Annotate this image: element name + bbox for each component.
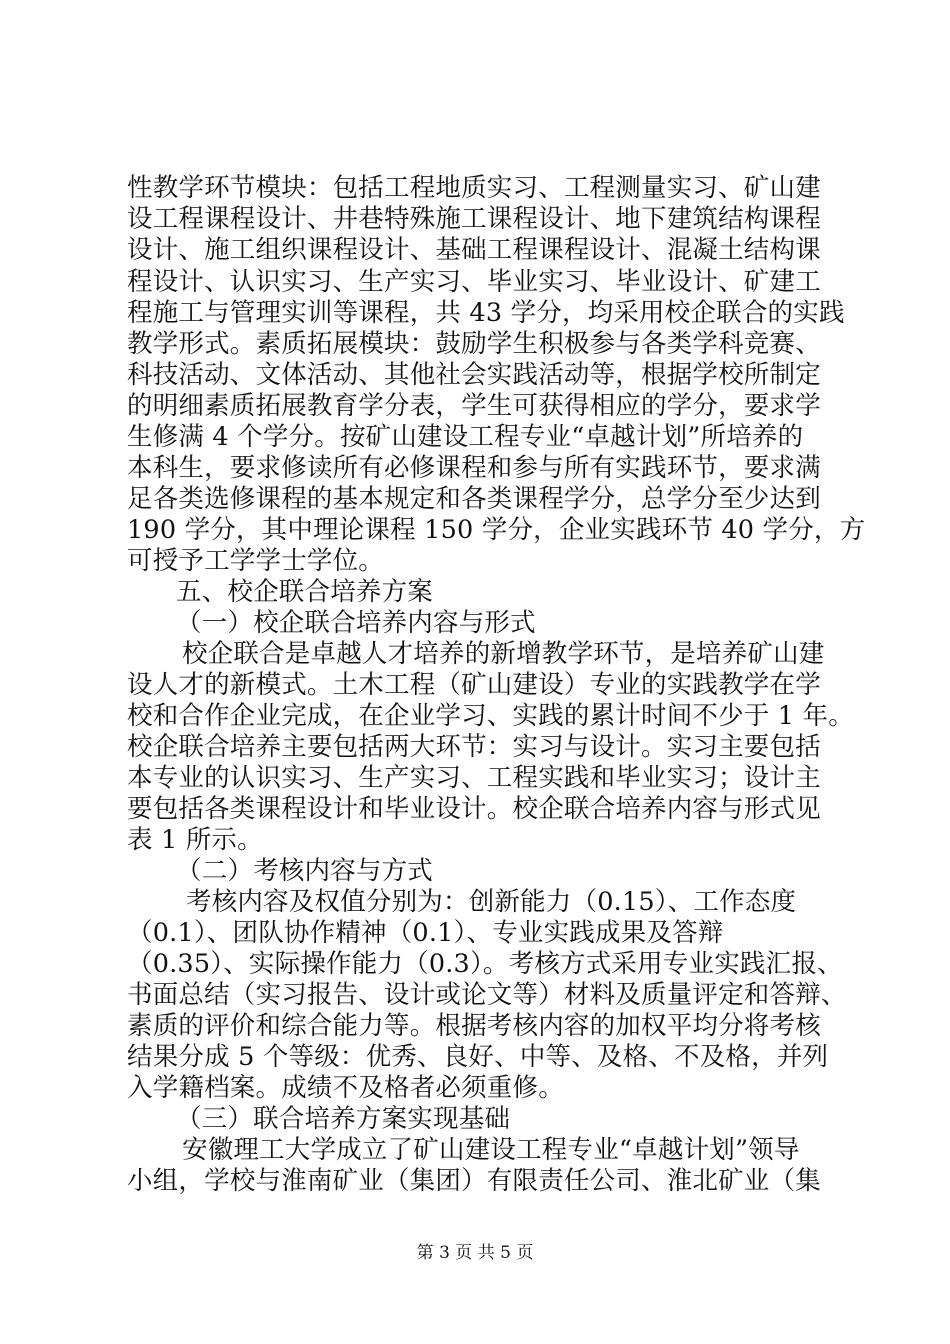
text-line: 设工程课程设计、井巷特殊施工课程设计、地下建筑结构课程	[127, 204, 821, 234]
text-line: 安徽理工大学成立了矿山建设工程专业“卓越计划”领导	[182, 1135, 800, 1165]
text-line: 足各类选修课程的基本规定和各类课程学分，总学分至少达到	[127, 484, 821, 514]
text-line: 校和合作企业完成，在企业学习、实践的累计时间不少于 1 年。	[127, 701, 854, 731]
text-line: 本专业的认识实习、生产实习、工程实践和毕业实习；设计主	[127, 763, 821, 793]
text-line: 性教学环节模块：包括工程地质实习、工程测量实习、矿山建	[127, 173, 821, 203]
text-line: 素质的评价和综合能力等。根据考核内容的加权平均分将考核	[127, 1011, 821, 1041]
text-line: 教学形式。素质拓展模块：鼓励学生积极参与各类学科竞赛、	[127, 329, 821, 359]
text-line: （0.35）、实际操作能力（0.3）。考核方式采用专业实践汇报、	[127, 949, 843, 979]
section-heading: 五、校企联合培养方案	[176, 577, 434, 607]
text-line: 科技活动、文体活动、其他社会实践活动等，根据学校所制定	[127, 360, 821, 390]
text-line: 表 1 所示。	[127, 825, 263, 855]
text-line: 考核内容及权值分别为：创新能力（0.15）、工作态度	[186, 887, 797, 917]
text-line: 小组，学校与淮南矿业（集团）有限责任公司、淮北矿业（集	[127, 1166, 821, 1196]
text-line: 书面总结（实习报告、设计或论文等）材料及质量评定和答辩、	[127, 980, 847, 1010]
text-line: 190 学分，其中理论课程 150 学分，企业实践环节 40 学分，方	[127, 515, 866, 545]
text-line: 要包括各类课程设计和毕业设计。校企联合培养内容与形式见	[127, 794, 821, 824]
text-line: 入学籍档案。成绩不及格者必须重修。	[127, 1073, 564, 1103]
text-line: 设计、施工组织课程设计、基础工程课程设计、混凝土结构课	[127, 235, 821, 265]
subsection-heading: （二）考核内容与方式	[176, 856, 434, 886]
subsection-heading: （三）联合培养方案实现基础	[176, 1104, 511, 1134]
text-line: 校企联合是卓越人才培养的新增教学环节，是培养矿山建	[182, 639, 825, 669]
text-line: 的明细素质拓展教育学分表，学生可获得相应的学分，要求学	[127, 391, 821, 421]
text-line: 结果分成 5 个等级：优秀、良好、中等、及格、不及格，并列	[127, 1042, 829, 1072]
text-line: 本科生，要求修读所有必修课程和参与所有实践环节，要求满	[127, 453, 821, 483]
page-number-footer: 第 3 页 共 5 页	[416, 1243, 534, 1263]
text-line: 生修满 4 个学分。按矿山建设工程专业“卓越计划”所培养的	[127, 422, 804, 452]
subsection-heading: （一）校企联合培养内容与形式	[176, 608, 536, 638]
text-line: 设人才的新模式。土木工程（矿山建设）专业的实践教学在学	[127, 670, 821, 700]
text-line: 程施工与管理实训等课程，共 43 学分，均采用校企联合的实践	[127, 298, 845, 328]
text-line: 程设计、认识实习、生产实习、毕业实习、毕业设计、矿建工	[127, 267, 821, 297]
text-line: 校企联合培养主要包括两大环节：实习与设计。实习主要包括	[127, 732, 821, 762]
text-line: （0.1）、团队协作精神（0.1）、专业实践成果及答辩	[127, 918, 724, 948]
text-line: 可授予工学学士学位。	[127, 546, 385, 576]
